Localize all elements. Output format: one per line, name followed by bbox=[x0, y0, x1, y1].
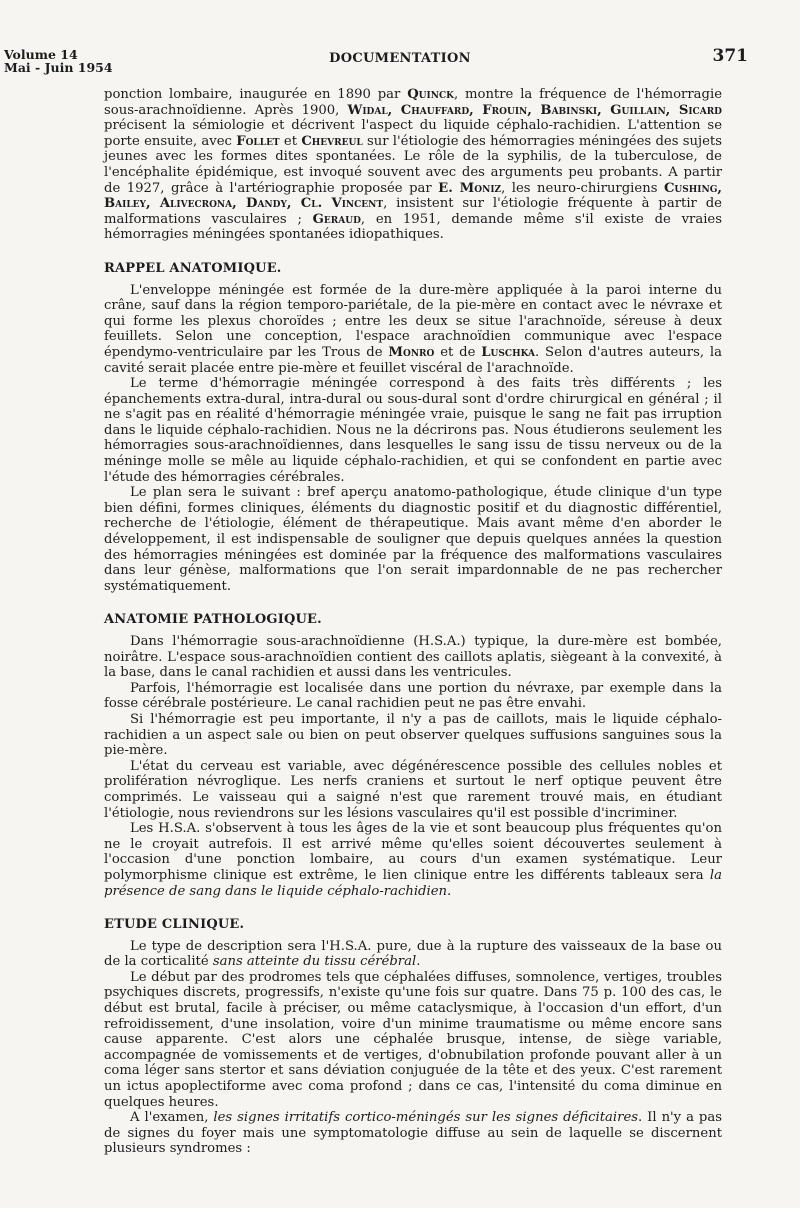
volume-label: Volume 14 bbox=[4, 47, 78, 62]
etude-paragraph-2: Le début par des prodromes tels que céphalées diffuses, somnolence, vertiges, troubles psychiques discrets, progressifs, n'existe qu'une fois sur quatre. Dans 75 p. 100 des cas, le début est brutal, facile à préciser, ou même cataclysmique, à l'occasion d'un effort, d'un refroidissement, d'une insolation, voire d'un minime traumatisme ou même encore sans cause apparente. C'est alors une céphalée brusque, intense, de siège variable, accompagnée de vomissements et de vertiges, d'obnubilation profonde pouvant aller à un coma léger sans stertor et sans déviation conjuguée de la tête et des yeux. C'est rarement un ictus apoplectiforme avec coma profond ; dans ce cas, l'intensité du coma diminue en quelques heures. bbox=[104, 969, 722, 1110]
rappel-paragraph-3: Le plan sera le suivant : bref aperçu anatomo-pathologique, étude clinique d'un type bien défini, formes cliniques, éléments du diagnostic positif et du diagnostic différentiel, recherche de l'étiologie, élément de thérapeutique. Mais avant même d'en aborder le développement, il est indispensable de souligner que depuis quelques années la question des hémorragies méningées est dominée par la fréquence des malformations vasculaires dans leur génèse, malformations que l'on serait impardonnable de ne pas rechercher systématiquement. bbox=[104, 485, 722, 594]
section-heading-anatomie: ANATOMIE PATHOLOGIQUE. bbox=[104, 612, 322, 628]
section-heading-etude: ETUDE CLINIQUE. bbox=[104, 917, 245, 933]
anatomie-paragraph-5: Les H.S.A. s'observent à tous les âges de la vie et sont beaucoup plus fréquentes qu'on ne le croyait autrefois. Il est arrivé même qu'elles soient découvertes seulement à l'occasion d'une ponction lombaire, au cours d'un examen systématique. Leur polymorphisme clinique est extrême, le lien clinique entre les différents tableaux sera la présence de sang dans le liquide céphalo-rachidien. bbox=[104, 821, 722, 899]
intro-paragraph: ponction lombaire, inaugurée en 1890 par Quinck, montre la fréquence de l'hémorragie sous-arachnoïdienne. Après 1900, Widal, Chauffard, Frouin, Babinski, Guillain, Sicard précisent la sémiologie et décrivent l'aspect du liquide céphalo-rachidien. L'attention se porte ensuite, avec Follet et Chevreul sur l'étiologie des hémorragies méningées des sujets jeunes avec les formes dites spontanées. Le rôle de la syphilis, de la tuberculose, de l'encéphalite épidémique, est invoqué souvent avec des arguments peu probants. A partir de 1927, grâce à l'artériographie proposée par E. Moniz, les neuro-chirurgiens Cushing, Bailey, Alivecrona, Dandy, Cl. Vincent, insistent sur l'étiologie fréquente à partir de malformations vasculaires ; Geraud, en 1951, demande même s'il existe de vraies hémorragies méningées spontanées idiopathiques. bbox=[104, 87, 723, 243]
issue-label: Mai - Juin 1954 bbox=[4, 60, 113, 75]
anatomie-paragraph-3: Si l'hémorragie est peu importante, il n'y a pas de caillots, mais le liquide céphalo-rachidien a un aspect sale ou bien on peut observer quelques suffusions sanguines sous la pie-mère. bbox=[104, 711, 722, 759]
rappel-paragraph-2: Le terme d'hémorragie méningée correspond à des faits très différents ; les épanchements extra-dural, intra-dural ou sous-dural sont d'ordre chirurgical en général ; il ne s'agit pas en réalité d'hémorragie méningée vraie, puisque le sang ne fait pas irruption dans le liquide céphalo-rachidien. Nous ne la décrirons pas. Nous étudierons seulement les hémorragies sous-arachnoïdiennes, dans lesquelles le sang issu de tissu nerveux ou de la méninge molle se mêle au liquide céphalo-rachidien, et qui se confondent en partie avec l'étude des hémorragies cérébrales. bbox=[104, 376, 722, 485]
page-number: 371 bbox=[712, 46, 748, 66]
etude-paragraph-1: Le type de description sera l'H.S.A. pure, due à la rupture des vaisseaux de la base ou de la corticalité sans atteinte du tissu cérébral. bbox=[104, 938, 722, 970]
anatomie-paragraph-1: Dans l'hémorragie sous-arachnoïdienne (H.S.A.) typique, la dure-mère est bombée, noirâtre. L'espace sous-arachnoïdien contient des caillots aplatis, siègeant à la convexité, à la base, dans le canal rachidien et aussi dans les ventricules. bbox=[104, 634, 722, 681]
anatomie-paragraph-4: L'état du cerveau est variable, avec dégénérescence possible des cellules nobles et prolifération névroglique. Les nerfs craniens et surtout le nerf optique peuvent être comprimés. Le vaisseau qui a saigné n'est que rarement trouvé mais, en étudiant l'étiologie, nous reviendrons sur les lésions vasculaires qu'il est possible d'incriminer. bbox=[104, 758, 722, 821]
anatomie-paragraph-2: Parfois, l'hémorragie est localisée dans une portion du névraxe, par exemple dans la fosse cérébrale postérieure. Le canal rachidien peut ne pas être envahi. bbox=[104, 680, 722, 712]
rappel-paragraph-1: L'enveloppe méningée est formée de la dure-mère appliquée à la paroi interne du crâne, sauf dans la région temporo-pariétale, de la pie-mère en contact avec le névraxe et qui forme les plexus choroïdes ; entre les deux se situe l'arachnoïde, séreuse à deux feuillets. Selon une conception, l'espace arachnoïdien communique avec l'espace épendymo-ventriculaire par les Trous de Monro et de Luschka. Selon d'autres auteurs, la cavité serait placée entre pie-mère et feuillet viscéral de l'arachnoïde. bbox=[104, 282, 722, 376]
section-heading-rappel: RAPPEL ANATOMIQUE. bbox=[104, 260, 282, 276]
article-body bbox=[104, 87, 722, 1157]
running-title: DOCUMENTATION bbox=[329, 51, 471, 66]
etude-paragraph-3: A l'examen, les signes irritatifs cortico-méningés sur les signes déficitaires. Il n'y a pas de signes du foyer mais une symptomatologie diffuse au sein de laquelle se discernent plusieurs syndromes : bbox=[104, 1110, 722, 1157]
